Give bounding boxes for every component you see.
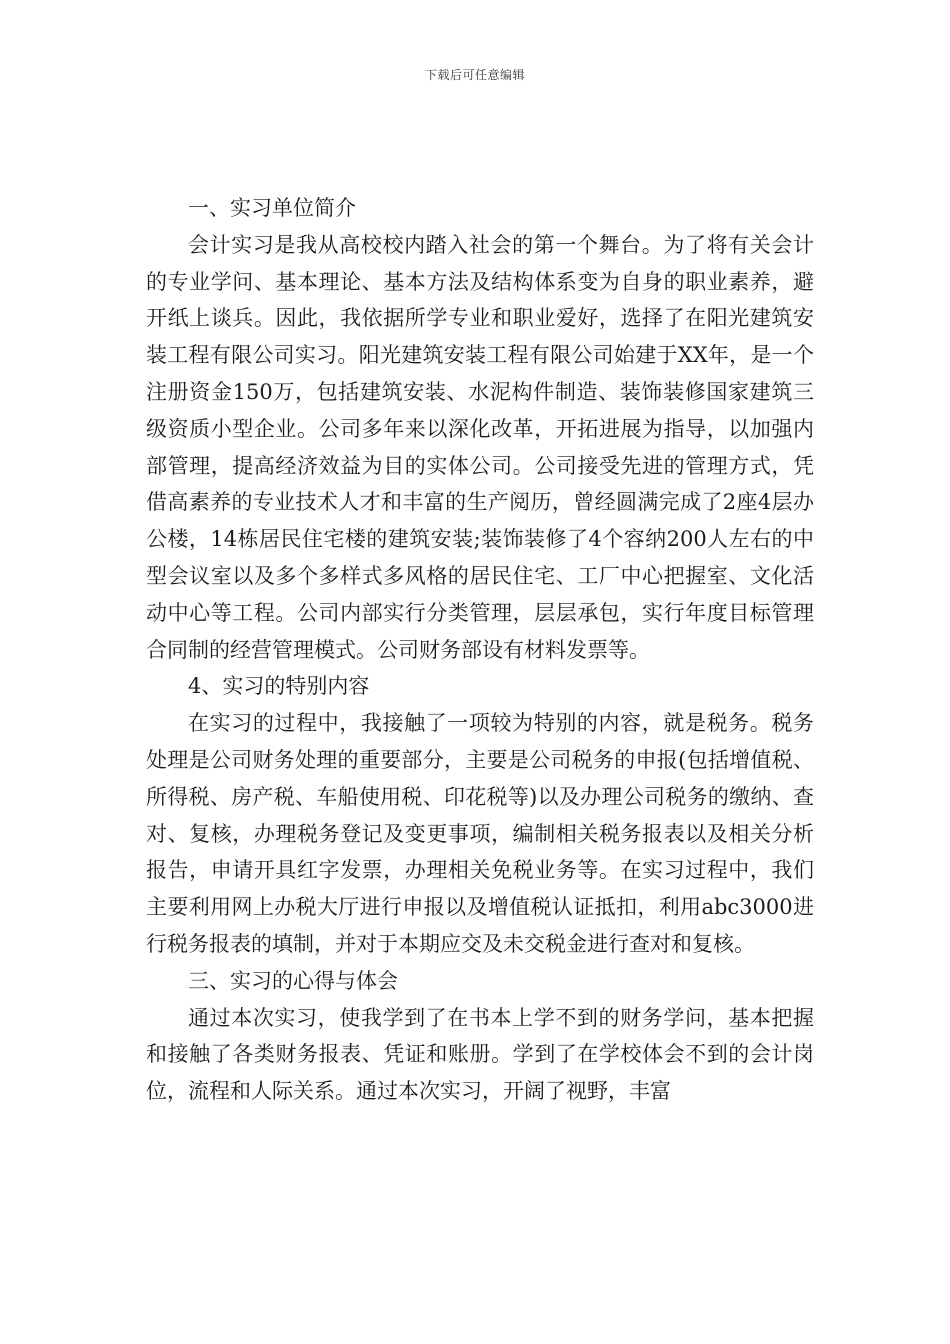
paragraph: 在实习的过程中，我接触了一项较为特别的内容，就是税务。税务处理是公司财务处理的重要部分，主要是公司税务的申报(包括增值税、所得税、房产税、车船使用税、印花税等)以及办理公司税务的缴纳、查对、复核，办理税务登记及变更事项，编制相关税务报表以及相关分析报告，申请开具红字发票，办理相关免税业务等。在实习过程中，我们主要利用网上办税大厅进行申报以及增值税认证抵扣，利用abc3000进行税务报表的填制，并对于本期应交及未交税金进行查对和复核。 [146, 711, 814, 956]
section-heading: 4、实习的特别内容 [188, 674, 370, 699]
document-body [146, 190, 814, 1110]
paragraph: 通过本次实习，使我学到了在书本上学不到的财务学问，基本把握和接触了各类财务报表、凭证和账册。学到了在学校体会不到的会计岗位，流程和人际关系。通过本次实习，开阔了视野，丰富 [146, 1005, 814, 1104]
paragraph: 会计实习是我从高校校内踏入社会的第一个舞台。为了将有关会计的专业学问、基本理论、基本方法及结构体系变为自身的职业素养，避开纸上谈兵。因此，我依据所学专业和职业爱好，选择了在阳光建筑安装工程有限公司实习。阳光建筑安装工程有限公司始建于XX年，是一个注册资金150万，包括建筑安装、水泥构件制造、装饰装修国家建筑三级资质小型企业。公司多年来以深化改革，开拓进展为指导，以加强内部管理，提高经济效益为目的实体公司。公司接受先进的管理方式，凭借高素养的专业技术人才和丰富的生产阅历，曾经圆满完成了2座4层办公楼，14栋居民住宅楼的建筑安装;装饰装修了4个容纳200人左右的中型会议室以及多个多样式多风格的居民住宅、工厂中心把握室、文化活动中心等工程。公司内部实行分类管理，层层承包，实行年度目标管理合同制的经营管理模式。公司财务部设有材料发票等。 [146, 232, 814, 662]
section-heading: 一、实习单位简介 [188, 196, 356, 220]
header-note: 下载后可任意编辑 [424, 68, 525, 82]
section-heading: 三、实习的心得与体会 [188, 968, 398, 993]
